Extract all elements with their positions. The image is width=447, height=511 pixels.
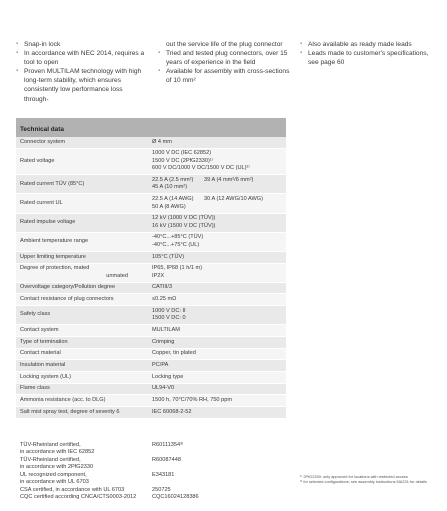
row-value-line: 16 kV (1500 V DC (TÜV)) <box>152 222 216 229</box>
table-title: Technical data <box>16 118 286 137</box>
table-row <box>16 264 286 283</box>
table-row <box>16 252 286 264</box>
cert-label: in accordance with 2PfG2330 <box>20 464 94 471</box>
row-label-text: Rated current TÜV (85°C) <box>20 180 85 187</box>
row-value <box>148 325 286 336</box>
row-label <box>16 137 148 148</box>
row-label-text: Flame class <box>20 385 50 392</box>
technical-data-table <box>16 118 286 419</box>
row-label <box>16 395 148 406</box>
row-value-line: 50 A (8 AWG) <box>152 203 186 210</box>
row-label-text: Ammonia resistance (acc. to DLG) <box>20 396 106 403</box>
row-label <box>16 264 148 282</box>
row-label <box>16 283 148 294</box>
row-value-line: Locking type <box>152 373 184 380</box>
row-value-line: 600 V DC/1000 V DC/1500 V DC (UL)²⁾ <box>152 165 250 172</box>
row-value <box>148 349 286 360</box>
table-row <box>16 175 286 194</box>
row-value-line: 1000 V DC: II <box>152 307 186 314</box>
row-label <box>16 337 148 348</box>
row-value <box>148 294 286 305</box>
table-row <box>16 349 286 361</box>
row-value <box>148 360 286 371</box>
cert-row <box>16 494 286 501</box>
cert-row <box>16 464 286 471</box>
row-value <box>148 337 286 348</box>
row-value <box>148 233 286 251</box>
row-label <box>16 194 148 212</box>
table-row <box>16 294 286 306</box>
row-value <box>148 252 286 263</box>
footnotes <box>300 474 440 484</box>
row-label <box>16 384 148 395</box>
row-label-text: Rated voltage <box>20 157 55 164</box>
cert-number: 250725 <box>152 486 171 493</box>
row-value-line: IEC 60068-2-52 <box>152 408 192 415</box>
row-label <box>16 149 148 175</box>
feature-item: ▪ Also available as ready made leads <box>300 40 435 49</box>
row-label <box>16 372 148 383</box>
row-value-line: 45 A (10 mm²) <box>152 184 188 191</box>
feature-item: ▪ In accordance with NEC 2014, requires a tool to open <box>16 49 148 67</box>
row-value-line: 1500 V DC: 0 <box>152 315 186 322</box>
cert-row <box>16 457 286 464</box>
row-value-line: 105°C (TÜV) <box>152 253 185 260</box>
row-value-line: Copper, tin plated <box>152 350 196 357</box>
feature-item: ▪ Tried and tested plug connectors, over 15 years of experience in the field <box>158 49 292 67</box>
footnote: ²⁾ for selected configurations; see assembly instructions MA231 for details <box>300 479 427 485</box>
row-value <box>148 306 286 324</box>
row-value <box>148 149 286 175</box>
feature-item-continued: out the service life of the plug connector <box>166 41 283 48</box>
row-value-line: PC/PA <box>152 361 169 368</box>
table-row <box>16 194 286 213</box>
row-label <box>16 214 148 232</box>
certifications <box>16 442 286 502</box>
row-label <box>16 360 148 371</box>
row-value <box>148 194 286 212</box>
cert-label: TÜV-Rheinland certified, <box>20 456 81 463</box>
row-label <box>16 349 148 360</box>
cert-label: CQC certified according CNCA/CTS0003-2012 <box>20 494 137 501</box>
row-value-line: MULTILAM <box>152 326 180 333</box>
row-label-text: Connector system <box>20 138 66 145</box>
cert-row <box>16 442 286 449</box>
row-label-text: unmated <box>106 272 128 279</box>
row-label <box>16 294 148 305</box>
row-label-text: Overvoltage category/Pollution degree <box>20 284 116 291</box>
row-value-line: Crimping <box>152 338 175 345</box>
table-row <box>16 325 286 337</box>
row-value-line: 1000 V DC (IEC 62852) <box>152 150 212 157</box>
row-value <box>148 137 286 148</box>
row-value-line: IP65, IP68 (1 h/1 m) <box>152 265 203 272</box>
row-value <box>148 175 286 193</box>
row-label-text: Locking system (UL) <box>20 373 71 380</box>
table-row <box>16 337 286 349</box>
row-value-line: 22.5 A (2.5 mm²) 39 A (4 mm²/6 mm²) <box>152 176 254 183</box>
row-label-text: Rated impulse voltage <box>20 218 76 225</box>
row-label <box>16 175 148 193</box>
row-label-text: Salt mist spray test, degree of severity 6 <box>20 408 120 415</box>
row-value-line: IP2X <box>152 272 165 279</box>
cert-number <box>148 449 286 456</box>
table-row <box>16 360 286 372</box>
row-label-text: Ambient temperature range <box>20 238 89 245</box>
table-row <box>16 137 286 149</box>
cert-number: CQC16024128386 <box>152 494 199 501</box>
row-label <box>16 325 148 336</box>
row-value-line: CATIII/3 <box>152 284 173 291</box>
table-row <box>16 372 286 384</box>
cert-number: R60087448 <box>152 456 181 463</box>
cert-label: UL recognized component, <box>20 471 87 478</box>
row-value-line: UL94-V0 <box>152 385 175 392</box>
feature-item: ▪ Proven MULTILAM technology with high long-term stability, which ensures consistently low performance loss through- <box>16 67 148 103</box>
row-label-text: Type of termination <box>20 338 68 345</box>
row-label-text: Contact resistance of plug connectors <box>20 296 114 303</box>
feature-item: ▪ Leads made to customer's specifications, see page 60 <box>300 49 435 67</box>
cert-row <box>16 479 286 486</box>
cert-label: in accordance with UL 6703 <box>20 479 89 486</box>
row-value <box>148 283 286 294</box>
cert-number: E343181 <box>152 471 175 478</box>
table-row <box>16 149 286 176</box>
table-row <box>16 233 286 252</box>
footnote: ¹⁾ 2PfG2330: only approved for locations with restricted access <box>300 474 408 479</box>
cert-row <box>16 449 286 456</box>
row-label-text: Upper limiting temperature <box>20 253 86 260</box>
row-label <box>16 233 148 251</box>
row-label-text: Safety class <box>20 311 51 318</box>
table-row <box>16 407 286 419</box>
row-label <box>16 252 148 263</box>
cert-number: R60111354³⁾ <box>152 442 184 448</box>
cert-label: TÜV-Rheinland certified, <box>20 442 81 448</box>
row-label-text: Insulation material <box>20 361 66 368</box>
row-value-line: 22.5 A (14 AWG) 30 A (12 AWG/10 AWG) <box>152 196 263 203</box>
row-value <box>148 407 286 418</box>
feature-list-col1 <box>16 40 148 104</box>
row-label-text: Degree of protection, mated <box>20 265 90 272</box>
table-row <box>16 283 286 295</box>
row-label-text: Contact material <box>20 350 61 357</box>
cert-label: CSA certified, in accordance with UL 6703 <box>20 486 125 493</box>
table-row <box>16 306 286 325</box>
row-value-line: -40°C...+85°C (TÜV) <box>152 234 204 241</box>
table-row <box>16 395 286 407</box>
table-body <box>16 137 286 419</box>
row-value <box>148 372 286 383</box>
row-value-line: 12 kV (1000 V DC (TÜV)) <box>152 215 216 222</box>
feature-list-col3 <box>300 40 435 67</box>
cert-label: in accordance with IEC 62852 <box>20 449 95 456</box>
row-value-line: 1500 V DC (2PfG2330)¹⁾ <box>152 157 214 164</box>
row-value-line: ≤0.25 mΩ <box>152 296 177 303</box>
row-value <box>148 214 286 232</box>
row-value-line: -40°C...+75°C (UL) <box>152 241 200 248</box>
row-value <box>148 264 286 282</box>
cert-number <box>148 479 286 486</box>
row-value-line: Ø 4 mm <box>152 138 172 145</box>
row-value <box>148 395 286 406</box>
row-label-text: Contact system <box>20 326 59 333</box>
row-label <box>16 306 148 324</box>
row-label <box>16 407 148 418</box>
row-value-line: 1500 h, 70°C/70% RH, 750 ppm <box>152 396 232 403</box>
cert-row <box>16 487 286 494</box>
table-row <box>16 384 286 396</box>
row-label-text: Rated current UL <box>20 199 63 206</box>
feature-item: ▪ Available for assembly with cross-sections of 10 mm² <box>158 67 292 85</box>
cert-number <box>148 464 286 471</box>
cert-row <box>16 472 286 479</box>
feature-item: ▪ Snap-in lock <box>16 40 148 49</box>
table-row <box>16 214 286 233</box>
feature-list-col2 <box>158 40 292 85</box>
row-value <box>148 384 286 395</box>
